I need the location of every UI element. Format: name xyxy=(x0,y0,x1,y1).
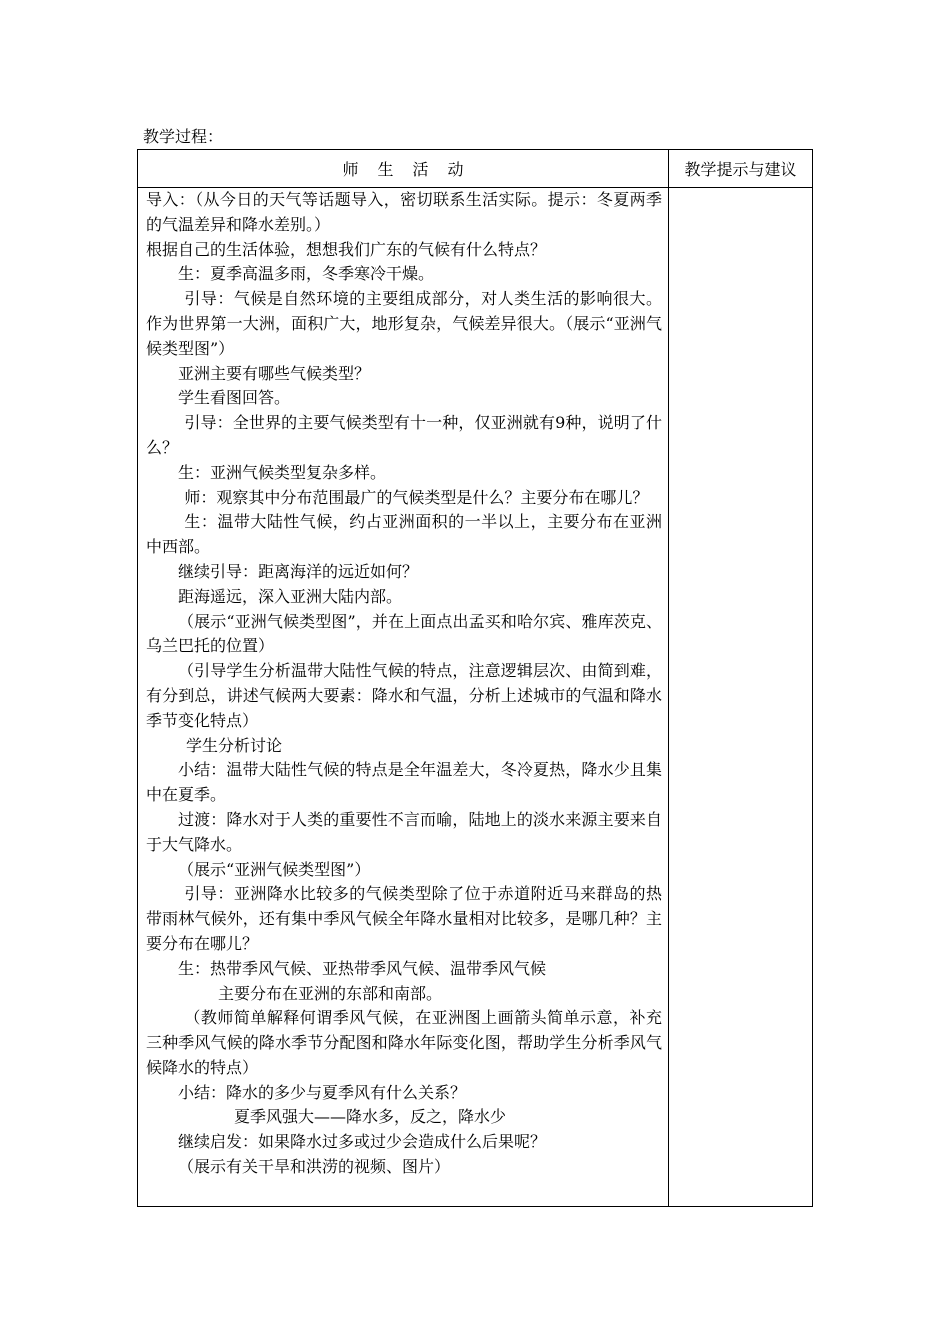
activity-paragraph: 生：亚洲气候类型复杂多样。 xyxy=(178,462,387,482)
activity-paragraph: 过渡：降水对于人类的重要性不言而喻，陆地上的淡水来源主要来自于大气降水。 xyxy=(146,809,662,854)
activity-paragraph: 小结：温带大陆性气候的特点是全年温差大，冬冷夏热，降水少且集中在夏季。 xyxy=(146,760,662,805)
activity-paragraph: 导入：（从今日的天气等话题导入，密切联系生活实际。提示：冬夏两季的气温差异和降水差别。） xyxy=(146,190,662,234)
section-title: 教学过程： xyxy=(143,127,224,146)
activity-paragraph: 生：夏季高温多雨，冬季寒冷干燥。 xyxy=(178,264,435,284)
activity-paragraph: 师：观察其中分布范围最广的气候类型是什么？主要分布在哪儿？ xyxy=(184,487,649,507)
column-divider xyxy=(668,150,669,1206)
activity-paragraph: 引导：亚洲降水比较多的气候类型除了位于赤道附近马来群岛的热带雨林气候外，还有集中季风气候全年降水量相对比较多，是哪几种？主要分布在哪儿？ xyxy=(146,884,662,953)
activity-paragraph: 小结：降水的多少与夏季风有什么关系？ xyxy=(178,1082,467,1102)
activity-paragraph: 生：热带季风气候、亚热带季风气候、温带季风气候 xyxy=(178,958,547,978)
activity-paragraph: 亚洲主要有哪些气候类型？ xyxy=(178,363,371,383)
header-teacher-student-activity: 师生活动 xyxy=(342,160,483,179)
activity-paragraph: 引导：气候是自然环境的主要组成部分，对人类生活的影响很大。作为世界第一大洲，面积广大，地形复杂，气候差异很大。（展示“亚洲气候类型图”） xyxy=(146,289,662,358)
activity-paragraph: 根据自己的生活体验，想想我们广东的气候有什么特点？ xyxy=(146,239,547,259)
activity-paragraph: 主要分布在亚洲的东部和南部。 xyxy=(218,983,443,1003)
activity-paragraph: 生：温带大陆性气候，约占亚洲面积的一半以上，主要分布在亚洲中西部。 xyxy=(146,512,662,557)
activity-paragraph: （展示“亚洲气候类型图”，并在上面点出孟买和哈尔宾、雅库茨克、乌兰巴托的位置） xyxy=(146,611,662,656)
activity-paragraph: 继续启发：如果降水过多或过少会造成什么后果呢？ xyxy=(178,1132,547,1152)
lesson-table xyxy=(137,149,813,1207)
activity-paragraph: 引导：全世界的主要气候类型有十一种，仅亚洲就有9种，说明了什么？ xyxy=(146,413,662,457)
activity-text xyxy=(146,188,662,1180)
activity-paragraph: （展示有关干旱和洪涝的视频、图片） xyxy=(178,1157,451,1177)
activity-paragraph: 继续引导：距离海洋的远近如何？ xyxy=(178,561,419,581)
activity-paragraph: 距海遥远，深入亚洲大陆内部。 xyxy=(178,586,403,606)
activity-paragraph: 学生分析讨论 xyxy=(186,735,283,755)
activity-paragraph: （展示“亚洲气候类型图”） xyxy=(178,859,371,879)
activity-paragraph: （教师简单解释何谓季风气候，在亚洲图上画箭头简单示意，补充三种季风气候的降水季节分配图和降水年际变化图，帮助学生分析季风气候降水的特点） xyxy=(146,1008,662,1077)
activity-paragraph: 学生看图回答。 xyxy=(178,388,291,408)
header-teaching-tips: 教学提示与建议 xyxy=(684,160,797,179)
activity-paragraph: （引导学生分析温带大陆性气候的特点，注意逻辑层次、由简到难，有分到总，讲述气候两大要素：降水和气温，分析上述城市的气温和降水季节变化特点） xyxy=(146,661,662,730)
activity-paragraph: 夏季风强大——降水多，反之，降水少 xyxy=(234,1107,507,1127)
